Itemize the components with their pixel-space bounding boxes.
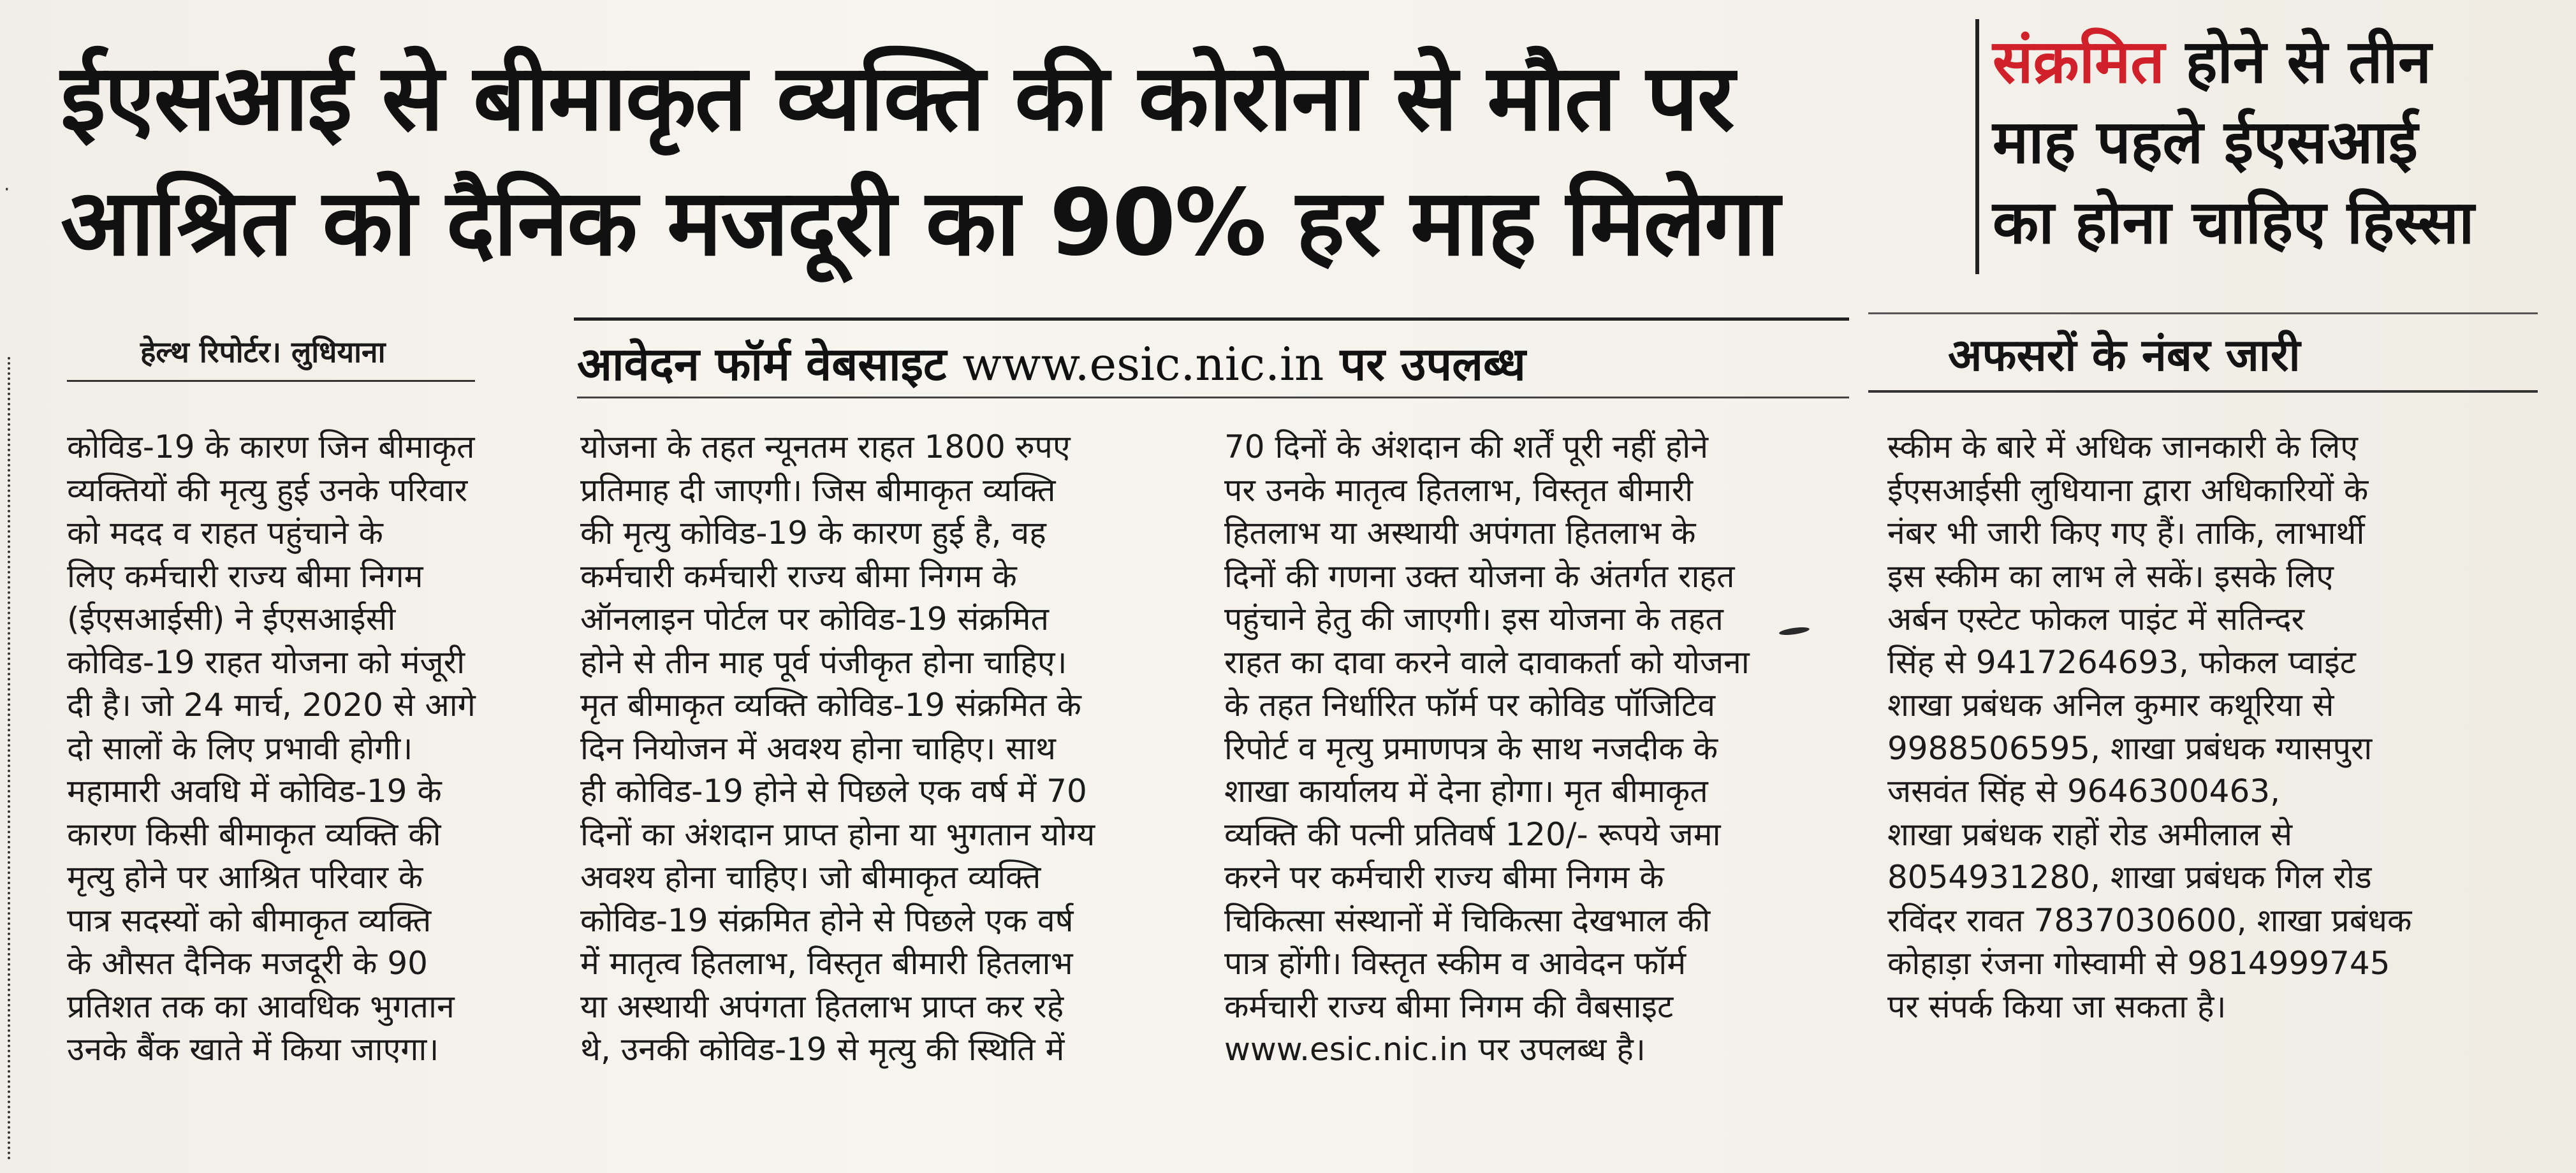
subhead-suffix: पर उपलब्ध <box>1324 337 1526 391</box>
column-line: प्रतिशत तक का आवधिक भुगतान <box>67 987 455 1025</box>
column-line: शाखा प्रबंधक अनिल कुमार कथूरिया से <box>1887 687 2334 724</box>
side-headline <box>1993 22 2554 263</box>
column-line: के तहत निर्धारित फॉर्म पर कोविड पॉजिटिव <box>1224 687 1716 724</box>
box-title-rule <box>1868 390 2538 393</box>
column-line: राहत का दावा करने वाले दावाकर्ता को योजना <box>1224 643 1750 681</box>
column-line: कोविड-19 के कारण जिन बीमाकृत <box>67 428 475 465</box>
article-column-1 <box>67 426 542 1072</box>
column-line: होने से तीन माह पूर्व पंजीकृत होना चाहिए। <box>580 643 1067 681</box>
column-line: अर्बन एस्टेट फोकल पाइंट में सतिन्दर <box>1887 601 2304 638</box>
column-line: कोविड-19 संक्रमित होने से पिछले एक वर्ष <box>580 901 1074 939</box>
article-column-2 <box>580 426 1167 1072</box>
column-line: 8054931280, शाखा प्रबंधक गिल रोड <box>1887 859 2372 896</box>
headline-line-2: आश्रित को दैनिक मजदूरी का 90% हर माह मिलेगा <box>61 169 1779 276</box>
article-column-4 <box>1887 426 2525 1028</box>
column-line: पात्र सदस्यों को बीमाकृत व्यक्ति <box>67 901 432 939</box>
column-line: प्रतिमाह दी जाएगी। जिस बीमाकृत व्यक्ति <box>580 471 1056 509</box>
column-line: मृत बीमाकृत व्यक्ति कोविड-19 संक्रमित के <box>580 687 1081 724</box>
column-line: अवश्य होना चाहिए। जो बीमाकृत व्यक्ति <box>580 859 1041 896</box>
side-headline-accent: संक्रमित <box>1993 27 2165 97</box>
column-line: जसवंत सिंह से 9646300463, <box>1887 773 2280 810</box>
column-line: 9988506595, शाखा प्रबंधक ग्यासपुरा <box>1887 729 2373 767</box>
column-line: पहुंचाने हेतु की जाएगी। इस योजना के तहत <box>1224 601 1723 638</box>
column-line: दिन नियोजन में अवश्य होना चाहिए। साथ <box>580 729 1056 767</box>
column-line: पात्र होंगी। विस्तृत स्कीम व आवेदन फॉर्म <box>1224 945 1687 982</box>
dotted-cut-border <box>8 357 10 1160</box>
side-headline-line-2: माह पहले ईएसआई <box>1993 108 2418 177</box>
column-line: www.esic.nic.in पर उपलब्ध है। <box>1224 1031 1646 1068</box>
column-line: महामारी अवधि में कोविड-19 के <box>67 773 442 810</box>
headline-line-1: ईएसआई से बीमाकृत व्यक्ति की कोरोना से मौत पर <box>61 44 1734 151</box>
column-line: दिनों की गणना उक्त योजना के अंतर्गत राहत <box>1224 557 1735 595</box>
subhead-bottom-rule <box>577 397 1849 398</box>
column-line: दिनों का अंशदान प्राप्त होना या भुगतान योग्य <box>580 815 1095 853</box>
column-line: कोविड-19 राहत योजना को मंजूरी <box>67 643 465 681</box>
side-headline-line-1 <box>1993 22 2554 103</box>
box-top-rule <box>1868 312 2538 314</box>
subhead-prefix: आवेदन फॉर्म वेबसाइट <box>577 337 963 391</box>
column-line: कारण किसी बीमाकृत व्यक्ति की <box>67 815 441 853</box>
column-line: योजना के तहत न्यूनतम राहत 1800 रुपए <box>580 428 1071 465</box>
column-line: में मातृत्व हितलाभ, विस्तृत बीमारी हितलाभ <box>580 945 1073 982</box>
side-headline-line-3: का होना चाहिए हिस्सा <box>1993 188 2475 258</box>
box-title: अफसरों के नंबर जारी <box>1948 329 2301 381</box>
column-line: दी है। जो 24 मार्च, 2020 से आगे <box>67 687 476 724</box>
column-line: रिपोर्ट व मृत्यु प्रमाणपत्र के साथ नजदीक के <box>1224 729 1718 767</box>
column-line: कर्मचारी कर्मचारी राज्य बीमा निगम के <box>580 557 1017 595</box>
byline-rule <box>67 380 475 382</box>
margin-mark: · <box>4 178 10 201</box>
column-line: शाखा कार्यालय में देना होगा। मृत बीमाकृत <box>1224 773 1708 810</box>
column-line: थे, उनकी कोविड-19 से मृत्यु की स्थिति में <box>580 1031 1065 1068</box>
column-line: मृत्यु होने पर आश्रित परिवार के <box>67 859 423 896</box>
subhead-top-rule <box>574 317 1849 321</box>
column-line: या अस्थायी अपंगता हितलाभ प्राप्त कर रहे <box>580 987 1064 1025</box>
column-line: स्कीम के बारे में अधिक जानकारी के लिए <box>1887 428 2358 465</box>
column-line: के औसत दैनिक मजदूरी के 90 <box>67 945 428 982</box>
column-line: शाखा प्रबंधक राहों रोड अमीलाल से <box>1887 815 2293 853</box>
column-line: की मृत्यु कोविड-19 के कारण हुई है, वह <box>580 514 1046 551</box>
column-line: ईएसआईसी लुधियाना द्वारा अधिकारियों के <box>1887 471 2369 509</box>
column-line: उनके बैंक खाते में किया जाएगा। <box>67 1031 439 1068</box>
column-line: करने पर कर्मचारी राज्य बीमा निगम के <box>1224 859 1664 896</box>
column-line: लिए कर्मचारी राज्य बीमा निगम <box>67 557 423 595</box>
column-line: (ईएसआईसी) ने ईएसआईसी <box>67 601 396 638</box>
column-line: कोहाड़ा रंजना गोस्वामी से 9814999745 <box>1887 945 2390 982</box>
headline-divider <box>1975 19 1979 274</box>
column-line: व्यक्तियों की मृत्यु हुई उनके परिवार <box>67 471 468 509</box>
subhead-url: www.esic.nic.in <box>962 337 1324 391</box>
column-line: व्यक्ति की पत्नी प्रतिवर्ष 120/- रूपये जमा <box>1224 815 1721 853</box>
column-line: ऑनलाइन पोर्टल पर कोविड-19 संक्रमित <box>580 601 1049 638</box>
column-line: हितलाभ या अस्थायी अपंगता हितलाभ के <box>1224 514 1696 551</box>
column-line: ही कोविड-19 होने से पिछले एक वर्ष में 70 <box>580 773 1087 810</box>
subhead <box>577 332 1526 394</box>
column-line: 70 दिनों के अंशदान की शर्तें पूरी नहीं होने <box>1224 428 1708 465</box>
column-line: नंबर भी जारी किए गए हैं। ताकि, लाभार्थी <box>1887 514 2365 551</box>
column-line: चिकित्सा संस्थानों में चिकित्सा देखभाल की <box>1224 901 1711 939</box>
byline: हेल्थ रिपोर्टर। लुधियाना <box>140 335 386 369</box>
column-line: दो सालों के लिए प्रभावी होगी। <box>67 729 413 767</box>
column-line: पर उनके मातृत्व हितलाभ, विस्तृत बीमारी <box>1224 471 1694 509</box>
column-line: पर संपर्क किया जा सकता है। <box>1887 987 2227 1025</box>
side-headline-line-1-rest: होने से तीन <box>2164 27 2432 97</box>
column-line: रविंदर रावत 7837030600, शाखा प्रबंधक <box>1887 901 2412 939</box>
column-line: इस स्कीम का लाभ ले सकें। इसके लिए <box>1887 557 2334 595</box>
column-line: को मदद व राहत पहुंचाने के <box>67 514 383 551</box>
column-line: कर्मचारी राज्य बीमा निगम की वैबसाइट <box>1224 987 1674 1025</box>
article-column-3 <box>1224 426 1849 1072</box>
main-headline <box>61 35 1948 285</box>
column-line: सिंह से 9417264693, फोकल प्वाइंट <box>1887 643 2356 681</box>
